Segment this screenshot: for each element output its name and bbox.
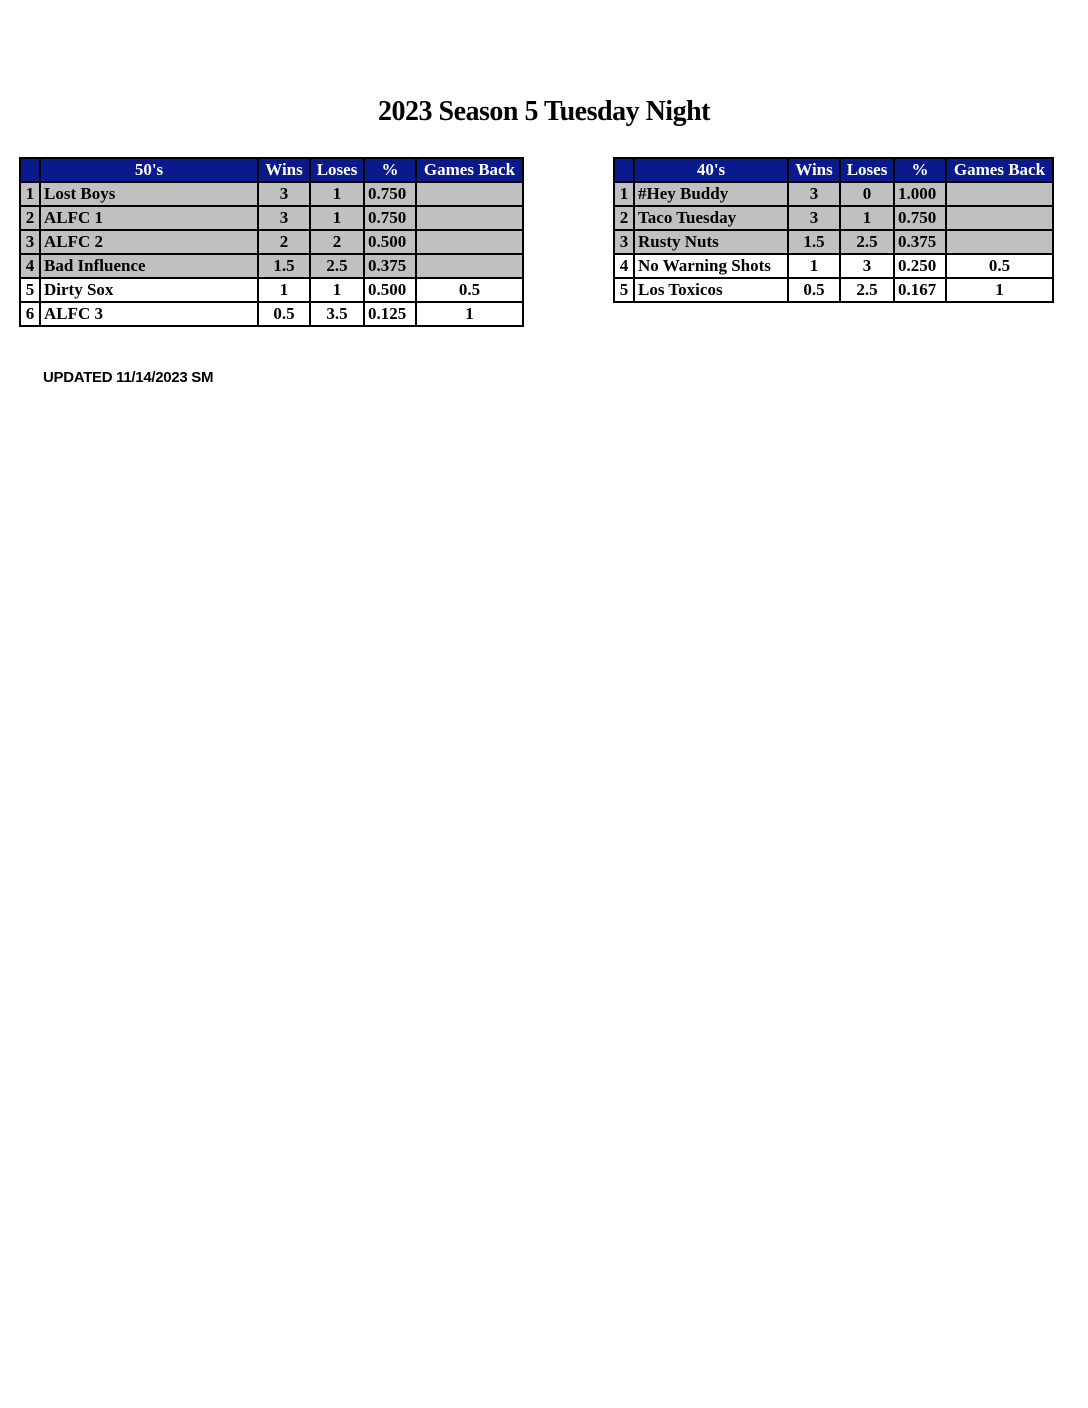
wins-cell: 3 [788,182,840,206]
team-cell: Taco Tuesday [634,206,788,230]
table-row [20,254,523,278]
loses-header: Loses [310,158,364,182]
wins-cell: 1.5 [258,254,310,278]
loses-cell: 1 [840,206,894,230]
games-back-cell: 0.5 [946,254,1053,278]
pct-cell: 0.500 [364,230,416,254]
pct-cell: 0.750 [894,206,946,230]
team-cell: ALFC 3 [40,302,258,326]
games-back-cell [416,182,523,206]
rank-cell: 2 [20,206,40,230]
wins-cell: 1 [258,278,310,302]
loses-cell: 3 [840,254,894,278]
loses-cell: 2.5 [840,278,894,302]
loses-cell: 0 [840,182,894,206]
team-cell: ALFC 2 [40,230,258,254]
pct-cell: 0.167 [894,278,946,302]
division-header: 50's [40,158,258,182]
team-cell: Bad Influence [40,254,258,278]
team-cell: Dirty Sox [40,278,258,302]
rank-cell: 4 [614,254,634,278]
rank-cell: 4 [20,254,40,278]
loses-cell: 2 [310,230,364,254]
table-header-row [20,158,523,182]
table-row [614,278,1053,302]
team-cell: Rusty Nuts [634,230,788,254]
games-back-cell: 1 [946,278,1053,302]
games-back-cell [416,230,523,254]
table-row [614,230,1053,254]
pct-cell: 0.500 [364,278,416,302]
standings-table-40s [613,157,1054,303]
wins-cell: 0.5 [258,302,310,326]
pct-cell: 1.000 [894,182,946,206]
rank-header [614,158,634,182]
wins-cell: 3 [258,206,310,230]
games-back-cell [416,254,523,278]
games-back-cell [946,206,1053,230]
rank-cell: 2 [614,206,634,230]
table-row [614,254,1053,278]
wins-cell: 1.5 [788,230,840,254]
table-row [614,182,1053,206]
rank-cell: 3 [614,230,634,254]
loses-cell: 1 [310,206,364,230]
team-cell: #Hey Buddy [634,182,788,206]
pct-header: % [364,158,416,182]
pct-cell: 0.375 [894,230,946,254]
wins-cell: 3 [788,206,840,230]
rank-header [20,158,40,182]
games-back-cell: 1 [416,302,523,326]
updated-note: UPDATED 11/14/2023 SM [43,369,214,386]
pct-cell: 0.250 [894,254,946,278]
table-row [20,206,523,230]
rank-cell: 3 [20,230,40,254]
rank-cell: 5 [20,278,40,302]
wins-header: Wins [788,158,840,182]
games-back-cell [946,182,1053,206]
loses-cell: 3.5 [310,302,364,326]
pct-cell: 0.125 [364,302,416,326]
table-row [20,278,523,302]
games-back-cell [946,230,1053,254]
wins-header: Wins [258,158,310,182]
loses-cell: 1 [310,278,364,302]
games-back-cell [416,206,523,230]
rank-cell: 1 [614,182,634,206]
rank-cell: 1 [20,182,40,206]
wins-cell: 2 [258,230,310,254]
games-back-cell: 0.5 [416,278,523,302]
loses-cell: 2.5 [310,254,364,278]
pct-header: % [894,158,946,182]
team-cell: Los Toxicos [634,278,788,302]
table-row [20,182,523,206]
table-header-row [614,158,1053,182]
wins-cell: 3 [258,182,310,206]
team-cell: Lost Boys [40,182,258,206]
pct-cell: 0.750 [364,206,416,230]
loses-cell: 1 [310,182,364,206]
team-cell: ALFC 1 [40,206,258,230]
team-cell: No Warning Shots [634,254,788,278]
wins-cell: 1 [788,254,840,278]
table-row [614,206,1053,230]
games-back-header: Games Back [416,158,523,182]
loses-cell: 2.5 [840,230,894,254]
wins-cell: 0.5 [788,278,840,302]
rank-cell: 6 [20,302,40,326]
rank-cell: 5 [614,278,634,302]
pct-cell: 0.375 [364,254,416,278]
games-back-header: Games Back [946,158,1053,182]
loses-header: Loses [840,158,894,182]
standings-table-50s [19,157,524,327]
table-row [20,230,523,254]
division-header: 40's [634,158,788,182]
table-row [20,302,523,326]
page-title: 2023 Season 5 Tuesday Night [378,96,710,127]
pct-cell: 0.750 [364,182,416,206]
